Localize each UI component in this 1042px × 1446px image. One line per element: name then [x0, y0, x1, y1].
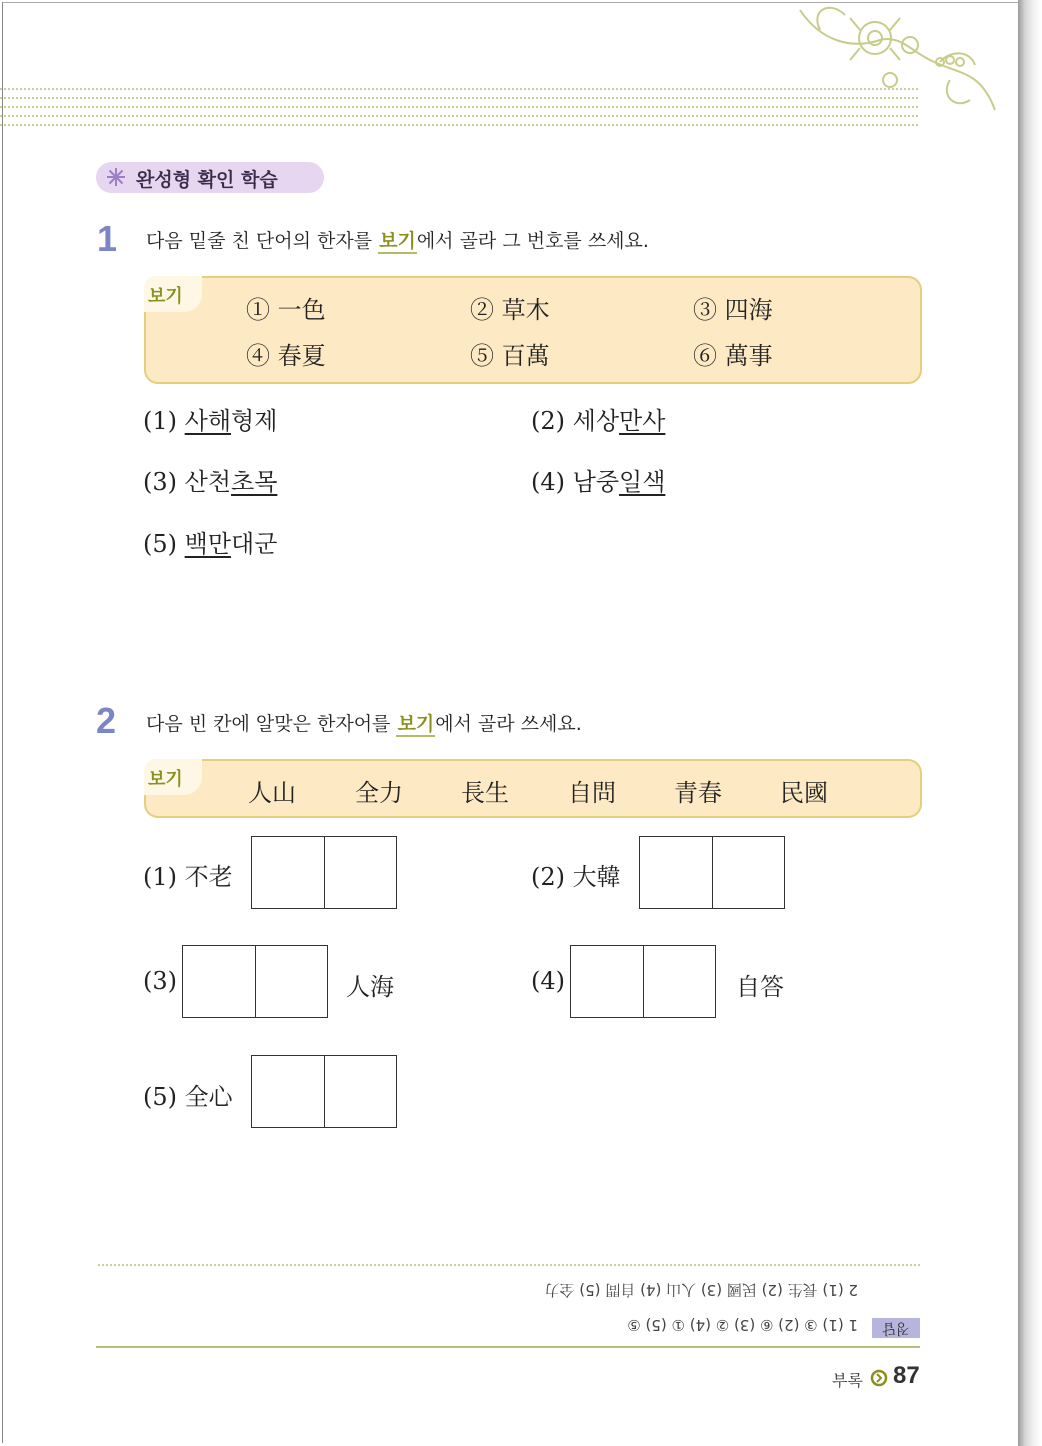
- bogi-option: 人山: [248, 779, 296, 807]
- answer-boxes[interactable]: [251, 836, 397, 909]
- q2-item-number: (4): [531, 967, 565, 995]
- answer-tag: 정답: [872, 1318, 920, 1338]
- question-2-number: 2: [96, 700, 117, 741]
- q1-item: [531, 401, 665, 436]
- item-text: 大韓: [572, 863, 621, 891]
- answer-cell[interactable]: [183, 946, 255, 1017]
- answer-cell[interactable]: [255, 946, 328, 1017]
- bogi-reference: 보기: [397, 713, 435, 735]
- header-dotted-line: [0, 97, 918, 99]
- answer-cell[interactable]: [712, 837, 785, 908]
- page-number: 87: [893, 1362, 920, 1389]
- bogi-option: 青春: [674, 779, 722, 807]
- q2-item-text: 自答: [736, 973, 784, 1001]
- section-title-pill: [96, 162, 324, 193]
- footer-label: 부록: [832, 1371, 863, 1390]
- answer-cell[interactable]: [571, 946, 643, 1017]
- underlined-word: 만사: [619, 407, 666, 435]
- q2-item: [531, 857, 621, 892]
- answer-divider-dotted: [98, 1264, 920, 1266]
- answer-line-1: 1 (1) ③ (2) ⑥ (3) ② (4) ① (5) ⑤: [627, 1316, 858, 1334]
- answer-cell[interactable]: [324, 1056, 397, 1127]
- bogi-box-2: [144, 759, 922, 818]
- bogi-option: 自問: [568, 779, 616, 807]
- answer-cell[interactable]: [252, 1056, 324, 1127]
- header-dotted-line: [0, 124, 918, 126]
- answer-boxes[interactable]: [251, 1055, 397, 1128]
- bogi-option: 長生: [461, 779, 509, 807]
- answer-boxes[interactable]: [639, 836, 785, 909]
- item-number: (1): [143, 863, 177, 891]
- floral-ornament-icon: [790, 0, 1005, 120]
- bogi-tab: [144, 759, 202, 795]
- bogi-tab: [144, 276, 202, 312]
- q1-item: [143, 462, 277, 497]
- bogi-option: ③ 四海: [693, 296, 773, 324]
- item-number: (2): [531, 407, 565, 435]
- item-text: 세상: [572, 407, 620, 435]
- item-number: (3): [143, 468, 177, 496]
- item-number: (5): [143, 1083, 177, 1111]
- footer-divider: [96, 1346, 920, 1348]
- section-title: 완성형 확인 학습: [136, 169, 278, 191]
- q1-item: [143, 401, 277, 436]
- answer-cell[interactable]: [640, 837, 712, 908]
- bogi-option: ⑥ 萬事: [693, 342, 773, 370]
- underlined-word: 사해: [184, 407, 232, 435]
- instruction-text: 다음 밑줄 친 단어의 한자를: [146, 230, 373, 252]
- q1-item: [143, 524, 277, 559]
- q1-item: [531, 462, 665, 497]
- bogi-label: 보기: [148, 769, 183, 790]
- instruction-text: 다음 빈 칸에 알맞은 한자어를: [146, 713, 391, 735]
- bogi-option: 民國: [780, 779, 828, 807]
- instruction-text: 에서 골라 그 번호를 쓰세요.: [416, 230, 649, 252]
- q2-item-text: 人海: [346, 973, 394, 1001]
- answer-cell[interactable]: [324, 837, 397, 908]
- bogi-option: ① 一色: [246, 296, 326, 324]
- item-number: (2): [531, 863, 565, 891]
- q2-item-number: (3): [143, 967, 177, 995]
- answer-cell[interactable]: [252, 837, 324, 908]
- bogi-label: 보기: [148, 286, 183, 307]
- circle-arrow-icon: [870, 1369, 888, 1387]
- bogi-option: ② 草木: [470, 296, 550, 324]
- instruction-text: 에서 골라 쓰세요.: [435, 713, 582, 735]
- q2-item: [143, 1077, 233, 1112]
- question-2-instruction: [146, 709, 582, 736]
- header-dotted-line: [0, 115, 918, 117]
- item-number: (1): [143, 407, 177, 435]
- bogi-option: ④ 春夏: [246, 342, 326, 370]
- item-number: (4): [531, 468, 565, 496]
- bogi-reference: 보기: [379, 230, 416, 252]
- item-text: 산천: [184, 468, 232, 496]
- answer-boxes[interactable]: [570, 945, 716, 1018]
- question-1-instruction: [146, 226, 649, 253]
- item-text: 不老: [184, 863, 233, 891]
- page-edge-shadow: [1018, 0, 1042, 1446]
- bogi-option: ⑤ 百萬: [470, 342, 550, 370]
- item-number: (5): [143, 530, 177, 558]
- item-text: 全心: [184, 1083, 233, 1111]
- underlined-word: 초목: [231, 468, 278, 496]
- question-1-number: 1: [97, 218, 118, 259]
- item-text: 대군: [231, 530, 278, 558]
- underlined-word: 일색: [619, 468, 666, 496]
- bogi-box-1: [144, 276, 922, 384]
- underlined-word: 백만: [184, 530, 232, 558]
- answer-line-2: 2 (1) 長生 (2) 民國 (3) 人山 (4) 自問 (5) 全力: [544, 1281, 858, 1299]
- snowflake-icon: [106, 167, 126, 187]
- bogi-option: 全力: [355, 779, 403, 807]
- item-text: 형제: [231, 407, 278, 435]
- q2-item: [143, 857, 233, 892]
- answer-cell[interactable]: [643, 946, 716, 1017]
- header-dotted-line: [0, 88, 918, 90]
- item-text: 남중: [572, 468, 620, 496]
- answer-boxes[interactable]: [182, 945, 328, 1018]
- header-dotted-line: [0, 106, 918, 108]
